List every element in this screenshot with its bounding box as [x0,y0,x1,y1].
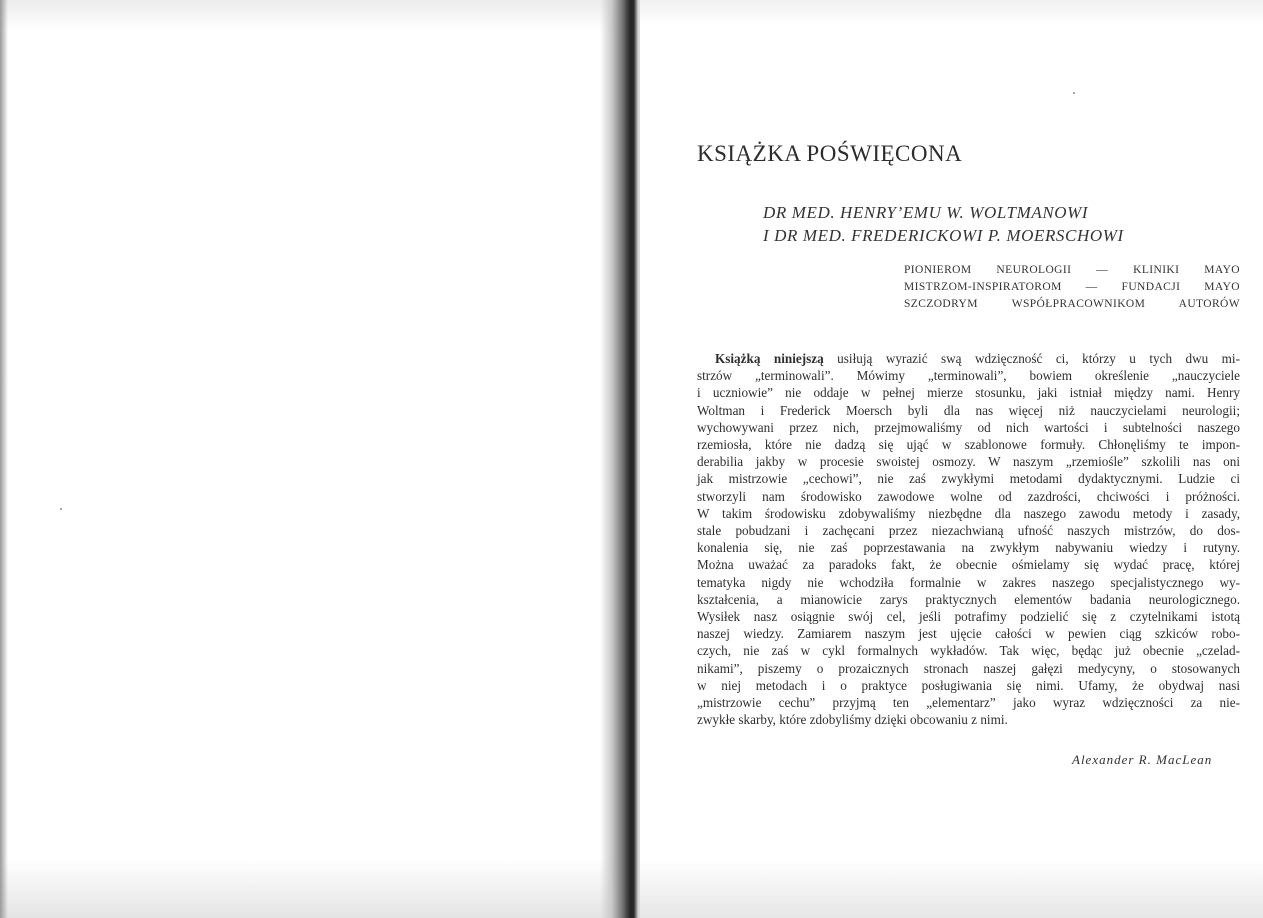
dedication-title: KSIĄŻKA POŚWIĘCONA [697,141,963,166]
roles-block [904,262,1240,313]
body-line: i uczniowie” nie oddaje w pełnej mierze stosunku, jaki istniał między nami. Henry [697,385,1240,401]
body-line [697,350,1240,367]
body-line: rzemiosła, które nie dadzą się ująć w szablonowe formuły. Chłonęliśmy te impon- [697,437,1240,453]
body-line: Można uważać za paradoks fakt, że obecnie ośmielamy się wydać pracę, której [697,557,1240,573]
body-lead-bold: Książką niniejszą [715,351,824,366]
body-line: W takim środowisku zdobywaliśmy niezbędne dla naszego zawodu metody i zasady, [697,505,1240,521]
body-line: Wysiłek nasz osiągnie swój cel, jeśli potrafimy podzielić się z czytelnikami istotą [697,609,1240,625]
body-line: czych, nie zaś w cykl formalnych wykładów. Tak więc, będąc już obecnie „czelad- [697,643,1240,659]
body-line: strzów „terminowali”. Mówimy „terminowali”, bowiem określenie „nauczyciele [697,368,1240,384]
body-line: konalenia się, nie zaś poprzestawania na zwykłym nabywaniu wiedzy i rutyny. [697,540,1240,556]
body-line: wychowywani przez nich, przejmowaliśmy od nich wartości i subtelności naszego [697,419,1240,435]
body-line: stale pobudzani i zachęcani przez niezachwianą ufność naszych mistrzów, do dos- [697,523,1240,539]
body-line: stworzyli nam środowisko zawodowe wolne od zazdrości, chciwości i próżności. [697,488,1240,504]
paper-speck [60,508,62,510]
role-line: SZCZODRYM WSPÓŁPRACOWNIKOM AUTORÓW [904,298,1240,310]
body-line: jak mistrzowie „cechowi”, nie zaś zwykłymi metodami dydaktycznymi. Ludzie ci [697,471,1240,487]
role-line: PIONIEROM NEUROLOGII — KLINIKI MAYO [904,264,1240,276]
body-line-text: usiłują wyrazić swą wdzięczność ci, którzy u tych dwu mi- [823,351,1240,366]
role-line: MISTRZOM-INSPIRATOROM — FUNDACJI MAYO [904,281,1240,293]
body-line: kształcenia, a mianowicie zarys praktycznych elementów badania neurologicznego. [697,591,1240,607]
author-signature: Alexander R. MacLean [1072,752,1213,767]
left-page-blank [0,0,630,918]
body-line: „mistrzowie cechu” przyjmą ten „elementarz” jako wyraz wdzięczności za nie- [697,695,1240,711]
dedicatees-block [763,201,1124,247]
dedicatee-line: DR MED. HENRY’EMU W. WOLTMANOWI [763,203,1089,222]
body-line: tematyka nigdy nie wchodziła formalnie w zakres naszego specjalistycznego wy- [697,574,1240,590]
body-line: Woltman i Frederick Moersch byli dla nas więcej niż nauczycielami neurologii; [697,402,1240,418]
body-line: nikami”, piszemy o prozaicznych stronach naszej gałęzi medycyny, o stosowanych [697,660,1240,676]
body-line: w niej metodach i o praktyce posługiwania się nimi. Ufamy, że obydwaj nasi [697,677,1240,693]
dedicatee-line: I DR MED. FREDERICKOWI P. MOERSCHOWI [763,226,1124,245]
body-line: naszej wiedzy. Zamiarem naszym jest ujęcie całości w pewien ciąg szkiców robo- [697,626,1240,642]
dedication-body [697,350,1240,728]
paper-speck [1073,92,1075,94]
body-line: zwykłe skarby, które zdobyliśmy dzięki obcowaniu z nimi. [697,712,1008,728]
body-line: derabilia jakby w procesie swoistej osmozy. W naszym „rzemiośle” szkolili nas oni [697,454,1240,470]
